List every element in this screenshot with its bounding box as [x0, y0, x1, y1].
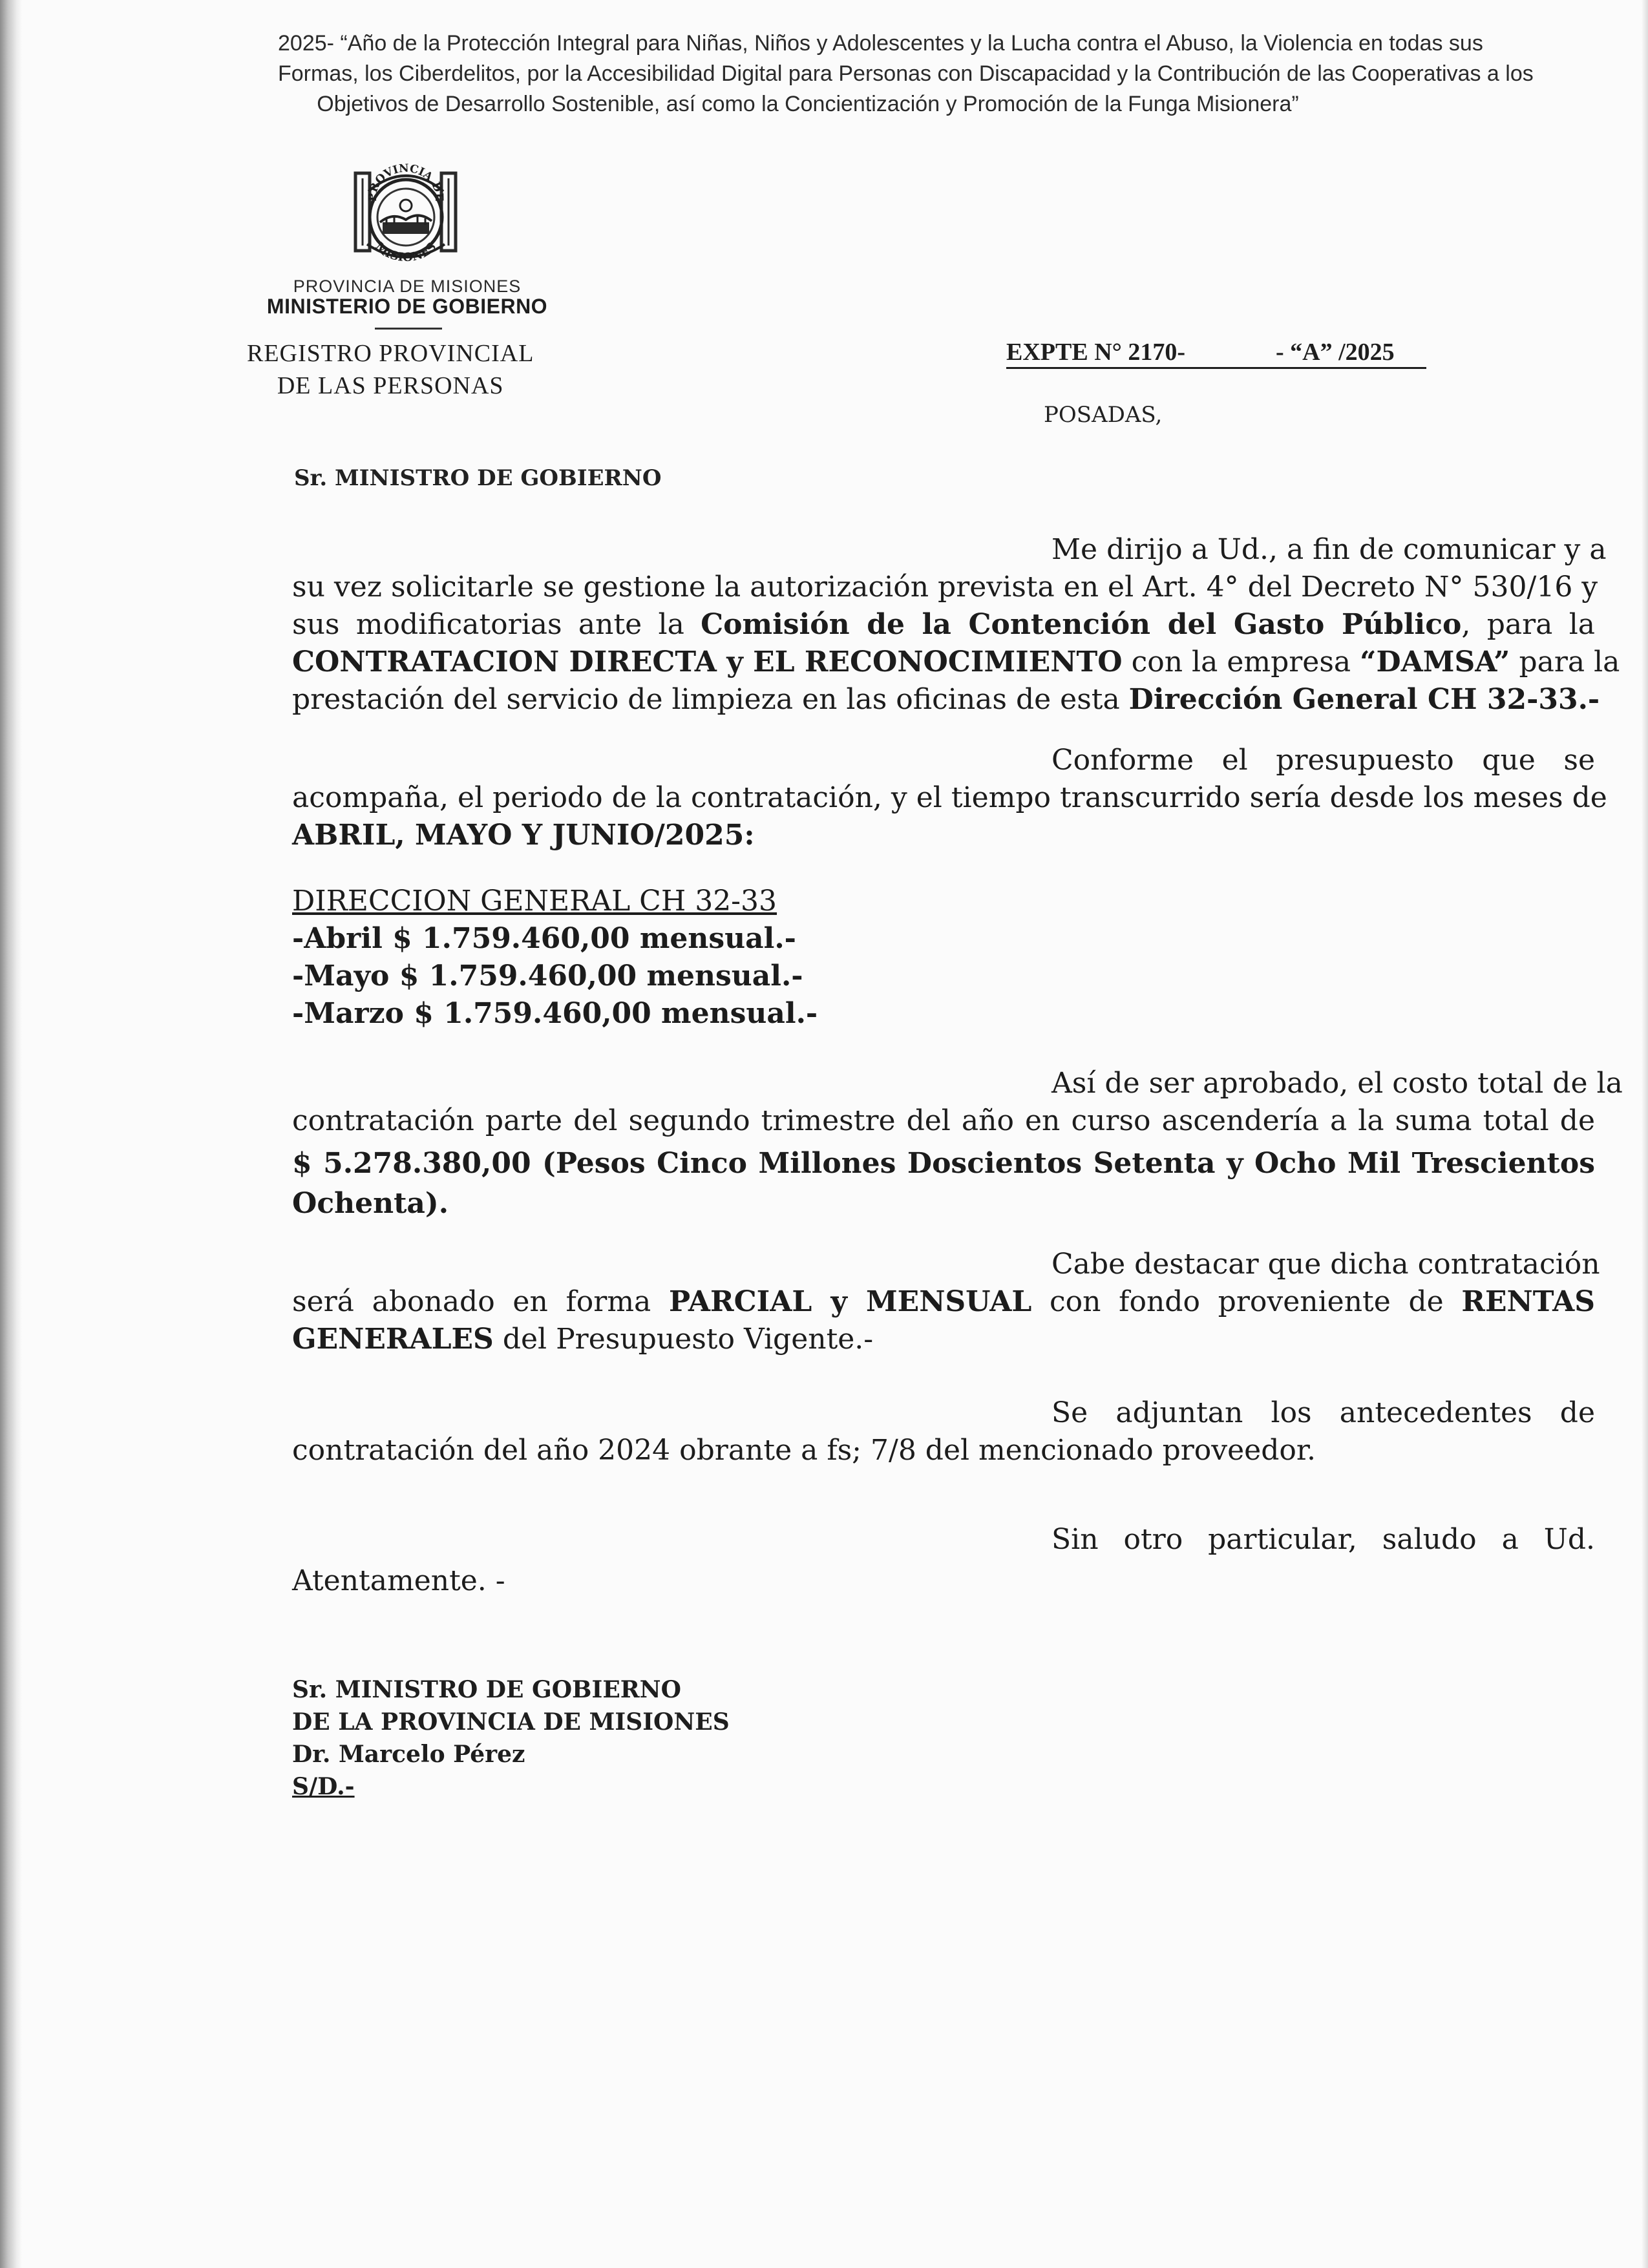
org-divider	[375, 328, 442, 330]
amount-row: -Marzo $ 1.759.460,00 mensual.-	[292, 997, 818, 1030]
registry-line-2: DE LAS PERSONAS	[277, 372, 504, 399]
amount-row: -Mayo $ 1.759.460,00 mensual.-	[292, 960, 803, 992]
p2-line-2: acompaña, el periodo de la contratación, y el tiempo transcurrido sería desde los meses de	[292, 781, 1607, 814]
recipient-line-4: S/D.-	[292, 1773, 355, 1800]
p1-company-name: “DAMSA”	[1360, 646, 1510, 678]
recipient-line-3: Dr. Marcelo Pérez	[292, 1741, 525, 1768]
p1-line-5-text: prestación del servicio de limpieza en las oficinas de esta	[292, 683, 1129, 716]
recipient-line-1: Sr. MINISTRO DE GOBIERNO	[292, 1676, 681, 1703]
header-motto	[278, 28, 1534, 120]
scan-edge-shadow	[0, 0, 22, 2268]
p1-line-4-text: con la empresa	[1122, 646, 1360, 678]
p3-line-1: Así de ser aprobado, el costo total de la	[1051, 1067, 1623, 1100]
p1-commission-name: Comisión de la Contención del Gasto Público	[701, 608, 1462, 641]
p4-line-3-text: del Presupuesto Vigente.-	[493, 1323, 874, 1356]
p1-line-3-end: , para la	[1461, 608, 1595, 641]
place-date: POSADAS,	[1044, 402, 1163, 428]
motto-line-2: Formas, los Ciberdelitos, por la Accesibilidad Digital para Personas con Discapacidad y la Contribución de las Cooperativas a los	[278, 61, 1534, 86]
file-number-suffix: - “A” /2025	[1275, 339, 1395, 366]
p3-line-4: Ochenta).	[292, 1187, 449, 1220]
p3-line-3: $ 5.278.380,00 (Pesos Cinco Millones Doscientos Setenta y Ocho Mil Trescientos	[292, 1147, 1595, 1180]
addressee: Sr. MINISTRO DE GOBIERNO	[294, 465, 662, 491]
p1-line-4-end: para la	[1510, 646, 1620, 678]
org-ministry: MINISTERIO DE GOBIERNO	[266, 295, 548, 318]
p4-payment-mode: PARCIAL y MENSUAL	[669, 1285, 1032, 1318]
p1-line-3	[292, 606, 1595, 644]
p4-line-2-text: será abonado en forma	[292, 1285, 670, 1318]
p3-line-2: contratación parte del segundo trimestre del año en curso ascendería a la suma total de	[292, 1104, 1595, 1137]
p1-contract-type: CONTRATACION DIRECTA y EL RECONOCIMIENTO	[292, 646, 1123, 678]
file-number	[1006, 337, 1426, 369]
file-number-prefix: EXPTE N° 2170-	[1006, 339, 1185, 366]
org-province: PROVINCIA DE MISIONES	[293, 277, 522, 296]
p1-line-2: su vez solicitarle se gestione la autorización prevista en el Art. 4° del Decreto N° 530/16 y	[292, 571, 1598, 604]
p4-line-3	[292, 1321, 1595, 1358]
p6-line-2: Atentamente. -	[292, 1564, 505, 1597]
p4-line-2-mid: con fondo proveniente de	[1031, 1285, 1462, 1318]
p1-line-5	[292, 681, 1600, 719]
motto-line-3: Objetivos de Desarrollo Sostenible, así como la Concientización y Promoción de la Funga Misionera”	[317, 92, 1299, 116]
p2-line-3: ABRIL, MAYO Y JUNIO/2025:	[292, 819, 755, 852]
svg-text:PROVINCIA DE: PROVINCIA DE	[366, 162, 446, 202]
p5-line-1: Se adjuntan los antecedentes de	[1051, 1396, 1595, 1429]
motto-line-1: 2025- “Año de la Protección Integral para Niñas, Niños y Adolescentes y la Lucha contra el Abuso, la Violencia en todas sus	[278, 31, 1483, 56]
recipient-block	[292, 1674, 730, 1803]
p6-line-1: Sin otro particular, saludo a Ud.	[1051, 1523, 1595, 1556]
province-crest-logo	[349, 160, 462, 270]
p1-line-4	[292, 644, 1620, 681]
p1-direction-name: Dirección General CH 32-33.-	[1128, 683, 1600, 716]
p4-line-1: Cabe destacar que dicha contratación	[1051, 1248, 1600, 1281]
amounts-title: DIRECCION GENERAL CH 32-33	[292, 885, 777, 918]
amount-row: -Abril $ 1.759.460,00 mensual.-	[292, 922, 796, 955]
p5-line-2: contratación del año 2024 obrante a fs; 7/8 del mencionado proveedor.	[292, 1434, 1316, 1467]
recipient-line-2: DE LA PROVINCIA DE MISIONES	[292, 1708, 730, 1736]
p2-line-1: Conforme el presupuesto que se	[1051, 744, 1595, 777]
p4-fund-source: RENTAS	[1461, 1285, 1595, 1318]
p1-line-1: Me dirijo a Ud., a fin de comunicar y a	[1051, 533, 1607, 566]
p1-line-3-text: sus modificatorias ante la	[292, 608, 701, 641]
svg-text:MISIONES: MISIONES	[372, 240, 439, 265]
p4-line-2	[292, 1283, 1595, 1321]
scan-edge-shadow-right	[1642, 0, 1648, 2268]
amounts-list	[292, 883, 818, 1033]
registry-line-1: REGISTRO PROVINCIAL	[247, 340, 534, 367]
registry-name	[247, 337, 534, 402]
p4-fund-source-cont: GENERALES	[292, 1323, 494, 1356]
